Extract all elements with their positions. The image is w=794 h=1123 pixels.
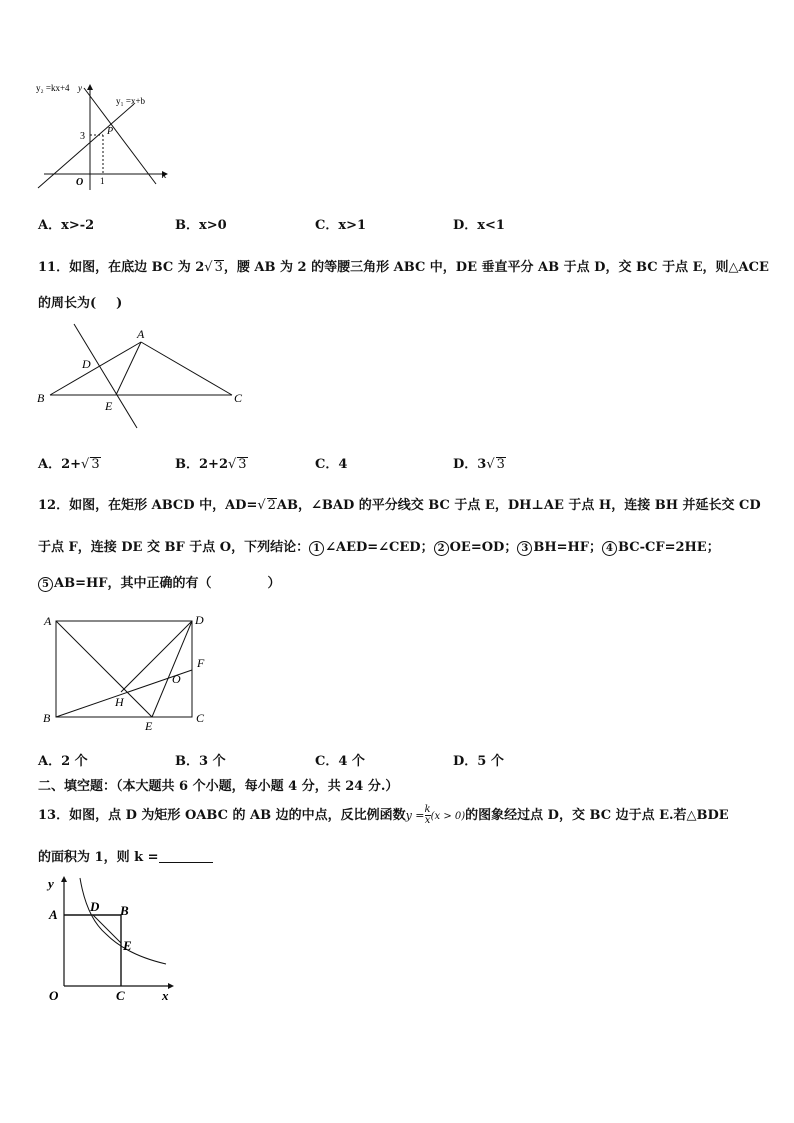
option-text: x>0 (199, 218, 227, 233)
q13-text-a: 13．如图，点 D 为矩形 OABC 的 AB 边的中点，反比例函数 (38, 808, 406, 823)
option-text: x>-2 (61, 218, 95, 233)
q11-stem-line1 (38, 256, 769, 275)
label-a: A (49, 907, 58, 922)
option-text: 5 个 (477, 754, 504, 769)
conclusion-3: BH=HF； (533, 540, 603, 555)
label-f: F (197, 656, 205, 670)
q10-figure (34, 78, 174, 196)
q11-figure (34, 322, 246, 432)
label-y1: y₁ =x+b (116, 96, 146, 106)
option-letter: B． (175, 754, 199, 769)
label-c: C (116, 988, 125, 1003)
segment-dh (121, 621, 192, 692)
label-d: D (90, 899, 100, 914)
q11-option-d[interactable] (453, 453, 506, 472)
q13-stem-line1 (38, 804, 729, 826)
q13-text-c: 的面积为 1，则 k = (38, 850, 159, 865)
option-letter: D． (453, 457, 478, 472)
q11-text-c: 的周长为( (38, 296, 97, 311)
label-c: C (234, 391, 243, 405)
q12-stem-line1 (38, 494, 761, 513)
q13-y-eq: y = (405, 809, 425, 822)
segment-ab (50, 342, 141, 395)
q12-option-a[interactable] (38, 750, 88, 769)
label-b: B (37, 391, 45, 405)
q12-option-d[interactable] (453, 750, 504, 769)
segment-ae (56, 621, 152, 717)
q10-option-d[interactable] (453, 214, 505, 233)
q12-figure (36, 610, 216, 736)
label-a: A (137, 327, 145, 341)
fraction-denominator: x (424, 815, 431, 826)
label-y: y (48, 876, 54, 891)
option-pre: 4 (338, 457, 348, 472)
q11-stem-line2 (38, 292, 122, 311)
q11-text-a: 11．如图，在底边 BC 为 2 (38, 260, 205, 275)
option-letter: D． (453, 218, 478, 233)
sqrt-sign: √ (204, 260, 213, 275)
option-letter: B． (175, 457, 199, 472)
option-pre: 2+ (61, 457, 82, 472)
conclusion-5: AB=HF，其中正确的有（ (54, 576, 212, 591)
option-sqrt: 3 (496, 457, 505, 472)
label-b: B (43, 711, 51, 725)
label-a: A (44, 614, 52, 628)
segment-de (152, 621, 192, 717)
option-text: 2 个 (61, 754, 88, 769)
q12-paren-close: ） (267, 576, 281, 591)
label-y2: y₂ =kx+4 (36, 83, 70, 93)
conclusion-4: BC-CF=2HE； (618, 540, 720, 555)
label-b: B (120, 903, 129, 918)
section-heading: 二、填空题：（本大题共 6 个小题，每小题 4 分，共 24 分.） (38, 779, 399, 794)
q12-text-c: 于点 F，连接 DE 交 BF 于点 O，下列结论： (38, 540, 310, 555)
conclusion-2: OE=OD； (449, 540, 518, 555)
q13-stem-line2 (38, 846, 213, 865)
sqrt-sign: √ (81, 457, 90, 472)
circled-4: 4 (602, 541, 617, 556)
option-letter: A． (38, 457, 62, 472)
label-e: E (105, 399, 113, 413)
q12-option-b[interactable] (175, 750, 226, 769)
q11-text-b: ，腰 AB 为 2 的等腰三角形 ABC 中，DE 垂直平分 AB 于点 D，交 BC 于点 E，则△ACE (223, 260, 769, 275)
label-e: E (123, 938, 132, 953)
q10-option-b[interactable] (175, 214, 227, 233)
label-o: O (172, 672, 181, 686)
option-text: 4 个 (338, 754, 365, 769)
q12-stem-line2 (38, 536, 720, 556)
q13-text-b: 的图象经过点 D，交 BC 边于点 E.若△BDE (465, 808, 729, 823)
label-origin: O (76, 177, 84, 188)
option-text: x<1 (477, 218, 505, 233)
label-y-axis: y (78, 83, 82, 93)
label-o: O (49, 988, 59, 1003)
option-text: x>1 (338, 218, 367, 233)
q13-condition: (x > 0) (430, 811, 466, 822)
x-arrow (168, 983, 174, 989)
label-one: 1 (100, 176, 105, 186)
option-pre: 2+2 (199, 457, 228, 472)
label-h: H (115, 695, 124, 709)
option-pre: 3 (477, 457, 487, 472)
line-y1 (38, 104, 134, 188)
q10-option-a[interactable] (38, 214, 94, 233)
q11-sqrt: 3 (214, 260, 223, 275)
label-three: 3 (80, 131, 85, 142)
option-sqrt: 3 (238, 457, 247, 472)
label-x-axis: x (162, 170, 167, 181)
sqrt-sign: √ (486, 457, 495, 472)
option-text: 3 个 (199, 754, 226, 769)
q11-paren-close: ) (116, 296, 123, 311)
circled-3: 3 (517, 541, 532, 556)
option-sqrt: 3 (91, 457, 100, 472)
label-e: E (145, 719, 153, 733)
option-letter: D． (453, 754, 478, 769)
option-letter: B． (175, 218, 199, 233)
option-letter: C． (315, 754, 339, 769)
fraction-numerator: k (424, 804, 431, 815)
q10-option-c[interactable] (315, 214, 366, 233)
q12-text-b: AB，∠BAD 的平分线交 BC 于点 E，DH⊥AE 于点 H，连接 BH 并延长交 CD (276, 498, 761, 513)
sqrt-sign: √ (227, 457, 237, 472)
circled-2: 2 (434, 541, 449, 556)
q12-stem-line3 (38, 572, 281, 592)
q12-text-a: 12．如图，在矩形 ABCD 中，AD= (38, 498, 258, 513)
segment-ac (141, 342, 232, 395)
sqrt-sign: √ (257, 498, 266, 513)
label-p: P (107, 126, 114, 137)
label-c: C (196, 711, 205, 725)
circled-1: 1 (309, 541, 324, 556)
q11-option-c[interactable] (315, 453, 347, 472)
conclusion-1: ∠AED=∠CED； (325, 540, 434, 555)
circled-5: 5 (38, 577, 53, 592)
option-letter: A． (38, 754, 62, 769)
q12-sqrt: 2 (267, 498, 276, 513)
q11-option-b[interactable] (175, 453, 248, 472)
answer-blank[interactable] (159, 850, 213, 863)
option-letter: C． (315, 218, 339, 233)
q11-option-a[interactable] (38, 453, 101, 472)
option-letter: C． (315, 457, 339, 472)
q13-figure (40, 872, 180, 1008)
label-d: D (82, 357, 91, 371)
q12-option-c[interactable] (315, 750, 365, 769)
segment-ae (116, 342, 141, 395)
label-x: x (162, 988, 169, 1003)
y-arrow (87, 84, 93, 90)
segment-de (93, 915, 121, 943)
label-d: D (195, 613, 204, 627)
y-arrow (61, 876, 67, 882)
option-letter: A． (38, 218, 62, 233)
